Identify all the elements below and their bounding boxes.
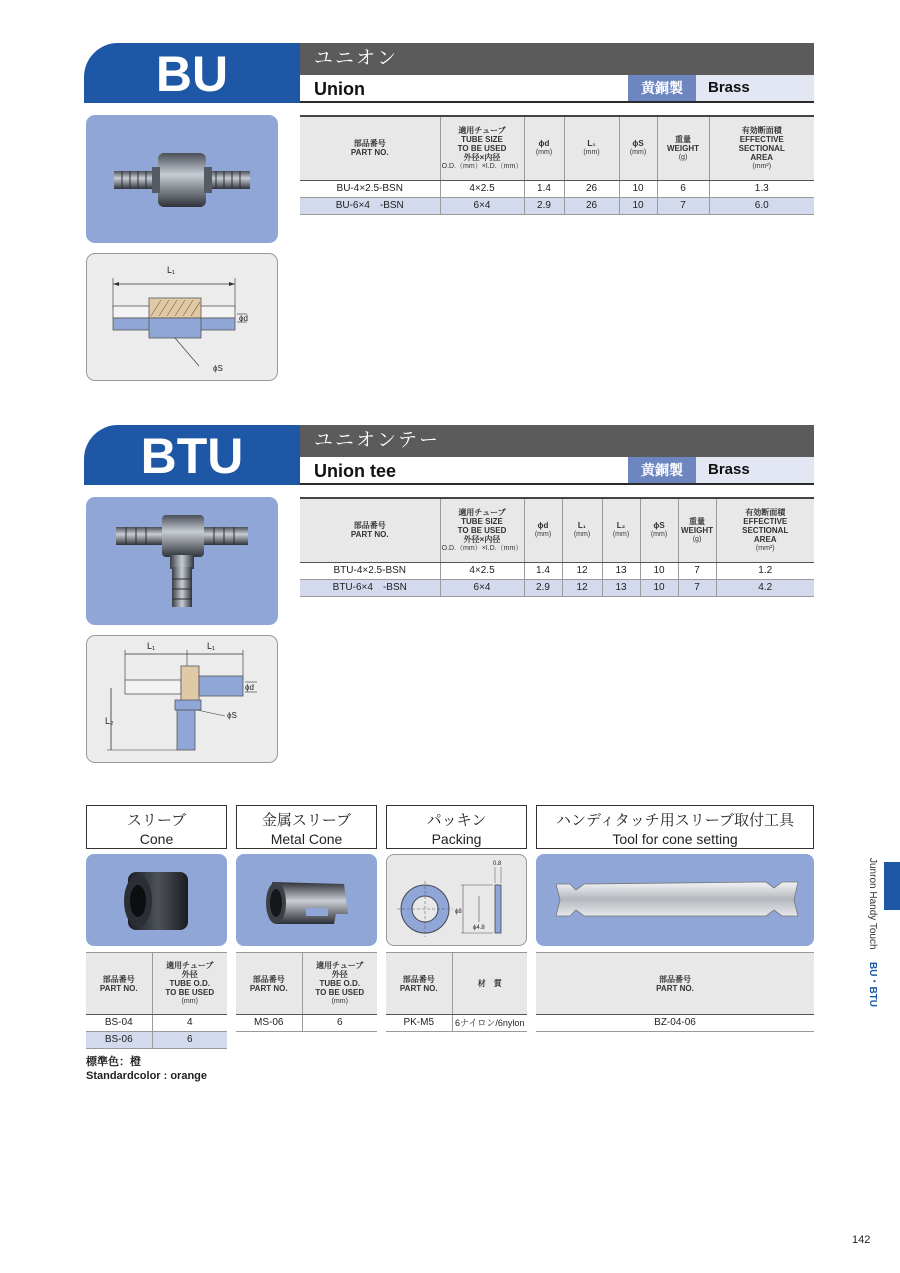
btu-th-weight: 重量 WEIGHT (g) bbox=[678, 498, 716, 562]
btu-diagram-s: ϕS bbox=[227, 711, 237, 720]
btu-th-l1: L₁ (mm) bbox=[562, 498, 602, 562]
bu-material-jp: 黄銅製 bbox=[628, 75, 696, 101]
bu-union-image bbox=[86, 115, 278, 243]
bu-title-en: Union bbox=[314, 79, 365, 99]
btu-th-s: ϕS (mm) bbox=[640, 498, 678, 562]
table-row: BS-04 4 bbox=[86, 1015, 227, 1032]
metal-cone-heading: 金属スリーブ Metal Cone bbox=[236, 805, 377, 849]
metal-cone-photo bbox=[236, 854, 377, 946]
btu-title-jp: ユニオンテー bbox=[300, 425, 814, 457]
bu-diagram-s: ϕS bbox=[213, 364, 223, 373]
bu-th-s: ϕS (mm) bbox=[619, 116, 657, 180]
btu-diagram-l1b: L₁ bbox=[207, 641, 216, 651]
bu-title-bar bbox=[300, 75, 814, 103]
packing-dim-od: ϕ8 bbox=[455, 909, 462, 915]
table-row: BTU-6×4 -BSN 6×4 2.9 12 13 10 7 4.2 bbox=[300, 579, 814, 596]
bu-dimension-diagram bbox=[86, 253, 278, 381]
sleeve-heading: スリーブ Cone bbox=[86, 805, 227, 849]
btu-dimension-diagram bbox=[86, 635, 278, 763]
table-row: BS-06 6 bbox=[86, 1032, 227, 1049]
side-subtitle: BU・BTU bbox=[867, 962, 878, 1008]
sleeve-photo bbox=[86, 854, 227, 946]
btu-section bbox=[0, 425, 900, 765]
bu-th-weight: 重量 WEIGHT (g) bbox=[657, 116, 709, 180]
bu-title-jp: ユニオン bbox=[300, 43, 814, 75]
side-tab-marker bbox=[884, 862, 900, 910]
btu-th-area: 有効断面積 EFFECTIVE SECTIONAL AREA (mm²) bbox=[716, 498, 814, 562]
btu-material-en: Brass bbox=[696, 457, 814, 483]
table-row: BU-6×4 -BSN 6×4 2.9 26 10 7 6.0 bbox=[300, 197, 814, 214]
table-row: PK-M5 6ナイロン/6nylon bbox=[386, 1015, 527, 1032]
btu-diagram-l1a: L₁ bbox=[147, 641, 156, 651]
packing-table: 部品番号 PART NO. 材 質 PK-M5 6ナイロン/6nylon bbox=[386, 952, 527, 1032]
btu-product-photo bbox=[86, 497, 278, 625]
btu-spec-table bbox=[300, 497, 814, 597]
standard-color-note-jp: 標準色：橙 bbox=[86, 1056, 141, 1068]
page-number: 142 bbox=[852, 1234, 871, 1246]
sleeve-table: 部品番号 PART NO. 適用チューブ 外径 TUBE O.D. TO BE USED (mm) BS-04 4 BS-06 6 bbox=[86, 952, 227, 1049]
packing-heading: パッキン Packing bbox=[386, 805, 527, 849]
tool-photo bbox=[536, 854, 814, 946]
bu-diagram-l1: L₁ bbox=[167, 265, 176, 275]
bu-table-header bbox=[300, 116, 814, 180]
bu-th-tube: 適用チューブ TUBE SIZE TO BE USED 外径×内径 O.D.（mm）×I.D.（mm） bbox=[440, 116, 524, 180]
bu-product-photo bbox=[86, 115, 278, 243]
tool-heading: ハンディタッチ用スリーブ取付工具 Tool for cone setting bbox=[536, 805, 814, 849]
btu-material-jp: 黄銅製 bbox=[628, 457, 696, 483]
btu-code-tab: BTU bbox=[84, 425, 300, 485]
bu-th-area: 有効断面積 EFFECTIVE SECTIONAL AREA (mm²) bbox=[709, 116, 814, 180]
bu-th-l1: L₁ (mm) bbox=[564, 116, 619, 180]
packing-diagram bbox=[386, 854, 527, 946]
bu-th-d: ϕd (mm) bbox=[524, 116, 564, 180]
packing-dim-id: ϕ4.8 bbox=[473, 925, 485, 931]
bu-diagram-d: ϕd bbox=[239, 314, 248, 323]
standard-color-note-en: Standardcolor : orange bbox=[86, 1070, 208, 1082]
btu-th-d: ϕd (mm) bbox=[524, 498, 562, 562]
bu-code-tab: BU bbox=[84, 43, 300, 103]
btu-diagram-l2: L₂ bbox=[105, 716, 114, 726]
btu-table-header bbox=[300, 498, 814, 562]
bu-material-en: Brass bbox=[696, 75, 814, 101]
table-row: BZ-04-06 bbox=[536, 1015, 814, 1032]
bu-section bbox=[0, 43, 900, 383]
table-row: BTU-4×2.5-BSN 4×2.5 1.4 12 13 10 7 1.2 bbox=[300, 562, 814, 579]
bu-th-part: 部品番号 PART NO. bbox=[300, 116, 440, 180]
side-caption bbox=[862, 858, 880, 1018]
btu-th-l2: L₂ (mm) bbox=[602, 498, 640, 562]
tool-table: 部品番号 PART NO. BZ-04-06 bbox=[536, 952, 814, 1032]
table-row: BU-4×2.5-BSN 4×2.5 1.4 26 10 6 1.3 bbox=[300, 180, 814, 197]
sleeve-cone-image bbox=[86, 854, 227, 946]
metal-cone-table: 部品番号 PART NO. 適用チューブ 外径 TUBE O.D. TO BE USED (mm) MS-06 6 bbox=[236, 952, 377, 1032]
table-row: MS-06 6 bbox=[236, 1015, 377, 1032]
bu-spec-table bbox=[300, 115, 814, 215]
btu-title-bar bbox=[300, 457, 814, 485]
tool-image bbox=[536, 854, 814, 946]
btu-th-part: 部品番号 PART NO. bbox=[300, 498, 440, 562]
side-title: Junron Handy Touch bbox=[867, 858, 878, 950]
metal-cone-image bbox=[236, 854, 377, 946]
packing-dim-t: 0.8 bbox=[493, 861, 502, 867]
btu-th-tube: 適用チューブ TUBE SIZE TO BE USED 外径×内径 O.D.（mm）×I.D.（mm） bbox=[440, 498, 524, 562]
btu-diagram-d: ϕd bbox=[245, 683, 254, 692]
btu-union-tee-image bbox=[86, 497, 278, 625]
btu-title-en: Union tee bbox=[314, 461, 397, 481]
